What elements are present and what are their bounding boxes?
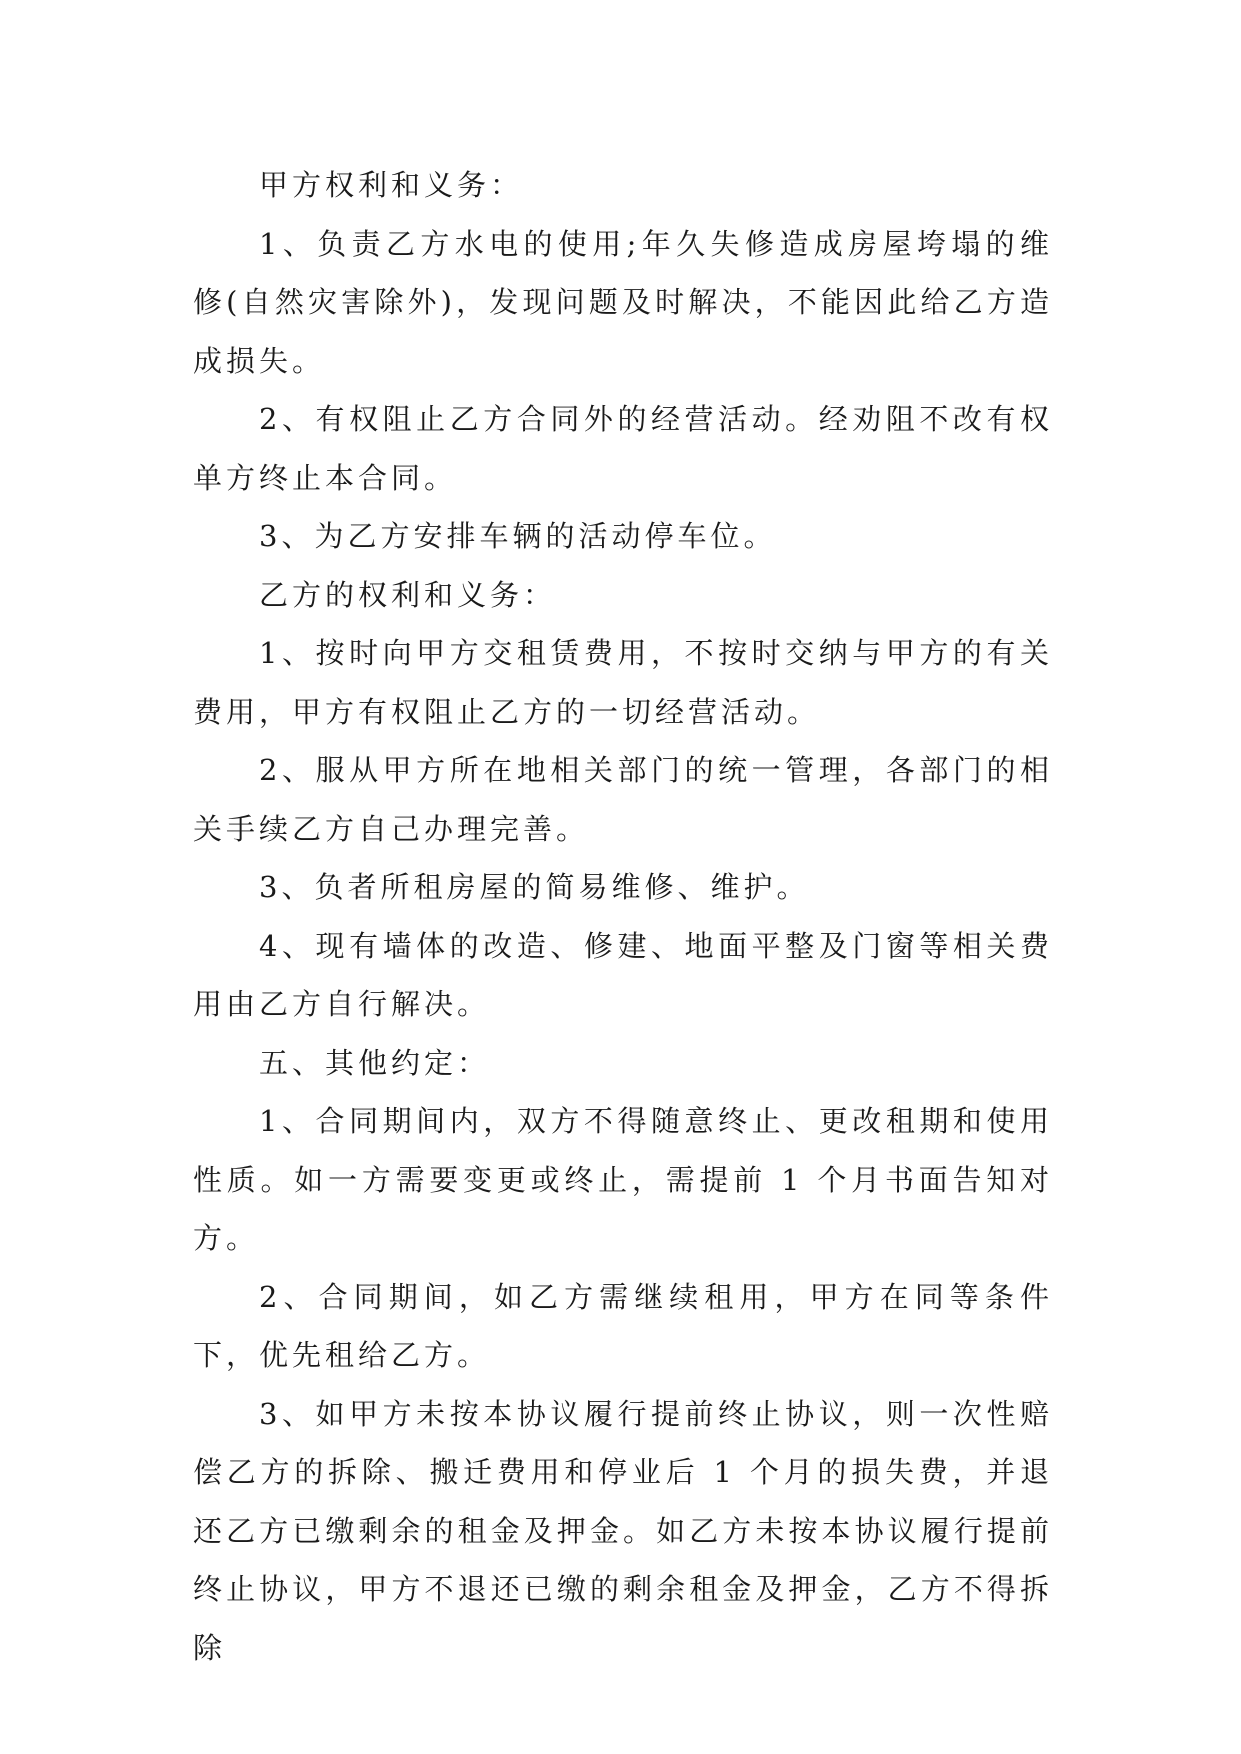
paragraph-party-a-2: 2、有权阻止乙方合同外的经营活动。经劝阻不改有权单方终止本合同。 [193,402,1053,495]
section-heading-other: 五、其他约定： [259,1045,491,1080]
paragraph-party-b-3: 3、负者所租房屋的简易维修、维护。 [259,870,810,904]
section-heading-party-a: 甲方权利和义务： [259,168,524,202]
paragraph-party-a-3: 3、为乙方安排车辆的活动停车位。 [259,519,777,553]
paragraph-other-2: 2、合同期间，如乙方需继续租用，甲方在同等条件下，优先租给乙方。 [193,1279,1053,1372]
paragraph-party-b-4: 4、现有墙体的改造、修建、地面平整及门窗等相关费用由乙方自行解决。 [193,928,1053,1021]
section-heading-party-b: 乙方的权利和义务： [259,577,557,612]
document-body [193,156,1053,1677]
paragraph-other-3: 3、如甲方未按本协议履行提前终止协议，则一次性赔偿乙方的拆除、搬迁费用和停业后 1 个月的损失费，并退还乙方已缴剩余的租金及押金。如乙方未按本协议履行提前终止协议，甲方不退还已缴的剩余租金及押金，乙方不得拆除 [193,1396,1053,1665]
paragraph-party-a-1: 1、负责乙方水电的使用;年久失修造成房屋垮塌的维修(自然灾害除外)，发现问题及时解决，不能因此给乙方造成损失。 [193,226,1053,378]
paragraph-other-1: 1、合同期间内，双方不得随意终止、更改租期和使用性质。如一方需要变更或终止，需提前 1 个月书面告知对方。 [193,1104,1053,1255]
paragraph-party-b-2: 2、服从甲方所在地相关部门的统一管理，各部门的相关手续乙方自己办理完善。 [193,753,1053,846]
paragraph-party-b-1: 1、按时向甲方交租赁费用，不按时交纳与甲方的有关费用，甲方有权阻止乙方的一切经营活动。 [193,636,1053,729]
